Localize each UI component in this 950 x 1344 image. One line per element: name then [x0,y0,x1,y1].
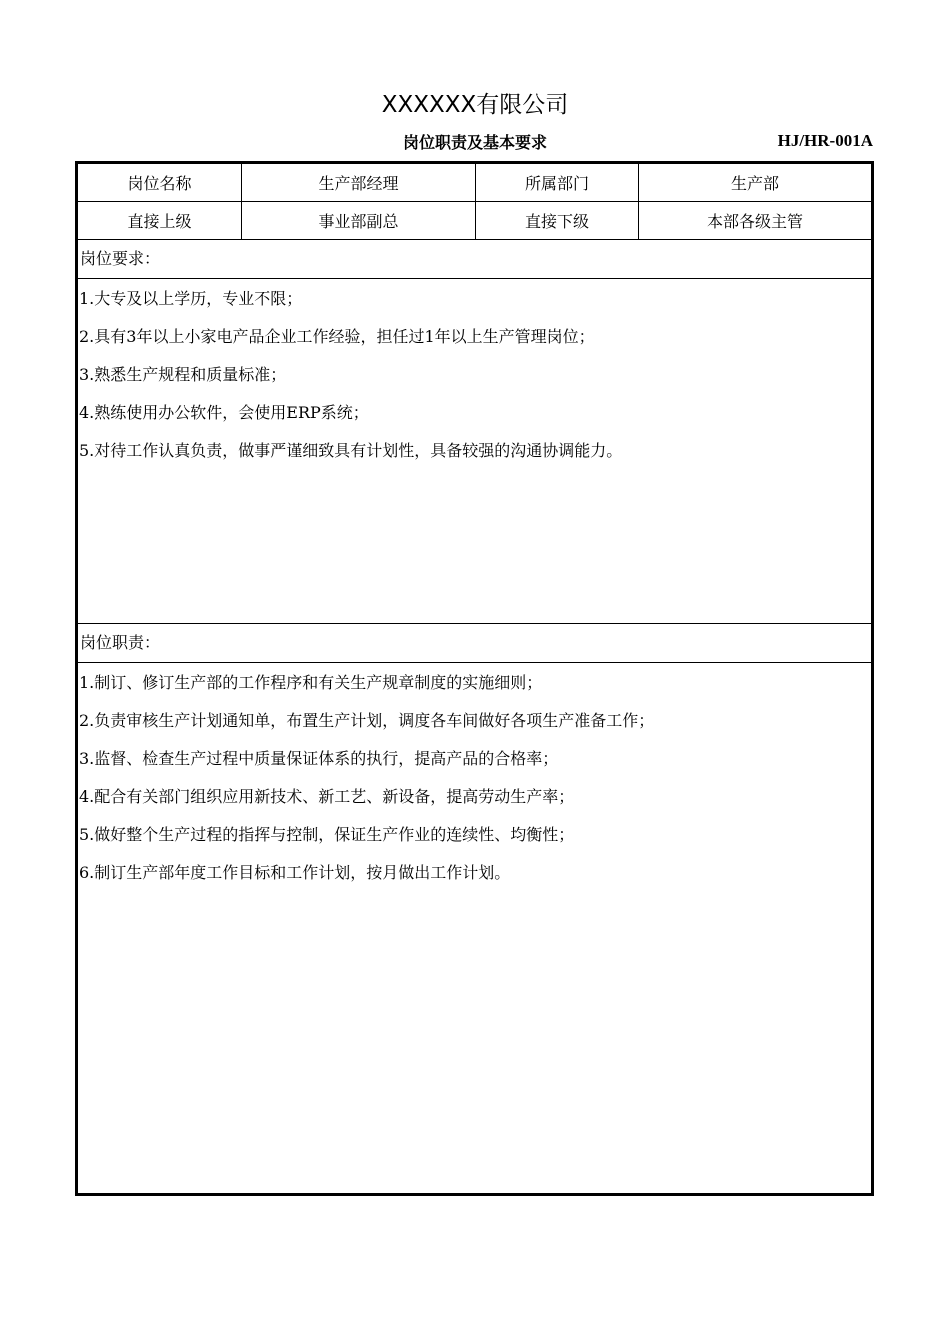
direct-superior-label: 直接上级 [78,202,242,239]
list-item: 6.制订生产部年度工作目标和工作计划，按月做出工作计划。 [79,863,511,882]
direct-subordinate-value: 本部各级主管 [706,212,803,231]
list-item: 1.大专及以上学历，专业不限； [79,289,303,308]
job-description-table [75,161,874,1196]
list-item: 3.熟悉生产规程和质量标准； [79,365,287,384]
position-name-label: 岗位名称 [78,164,242,201]
duties-list [78,663,871,892]
requirements-list [78,279,871,624]
list-item: 5.做好整个生产过程的指挥与控制，保证生产作业的连续性、均衡性； [79,825,575,844]
list-item: 5.对待工作认真负责，做事严谨细致具有计划性，具备较强的沟通协调能力。 [79,441,623,460]
company-title: XXXXXX有限公司 [381,92,569,118]
direct-superior-value: 事业部副总 [242,202,476,239]
list-item: 4.配合有关部门组织应用新技术、新工艺、新设备，提高劳动生产率； [79,787,575,806]
list-item: 3.监督、检查生产过程中质量保证体系的执行，提高产品的合格率； [79,749,559,768]
document-code: HJ/HR-001A [777,131,873,150]
department-value: 生产部 [730,174,779,193]
requirements-heading: 岗位要求： [78,240,871,279]
list-item: 4.熟练使用办公软件，会使用ERP系统； [79,403,369,422]
direct-subordinate-label: 直接下级 [476,202,639,239]
department-label: 所属部门 [476,164,639,201]
list-item: 2.负责审核生产计划通知单，布置生产计划，调度各车间做好各项生产准备工作； [79,711,655,730]
document-subtitle: 岗位职责及基本要求 [402,133,547,152]
table-row [78,164,871,202]
list-item: 1.制订、修订生产部的工作程序和有关生产规章制度的实施细则； [79,673,543,692]
table-row [78,202,871,240]
position-name-value: 生产部经理 [242,164,476,201]
list-item: 2.具有3年以上小家电产品企业工作经验，担任过1年以上生产管理岗位； [79,327,595,346]
duties-heading: 岗位职责： [78,624,871,663]
